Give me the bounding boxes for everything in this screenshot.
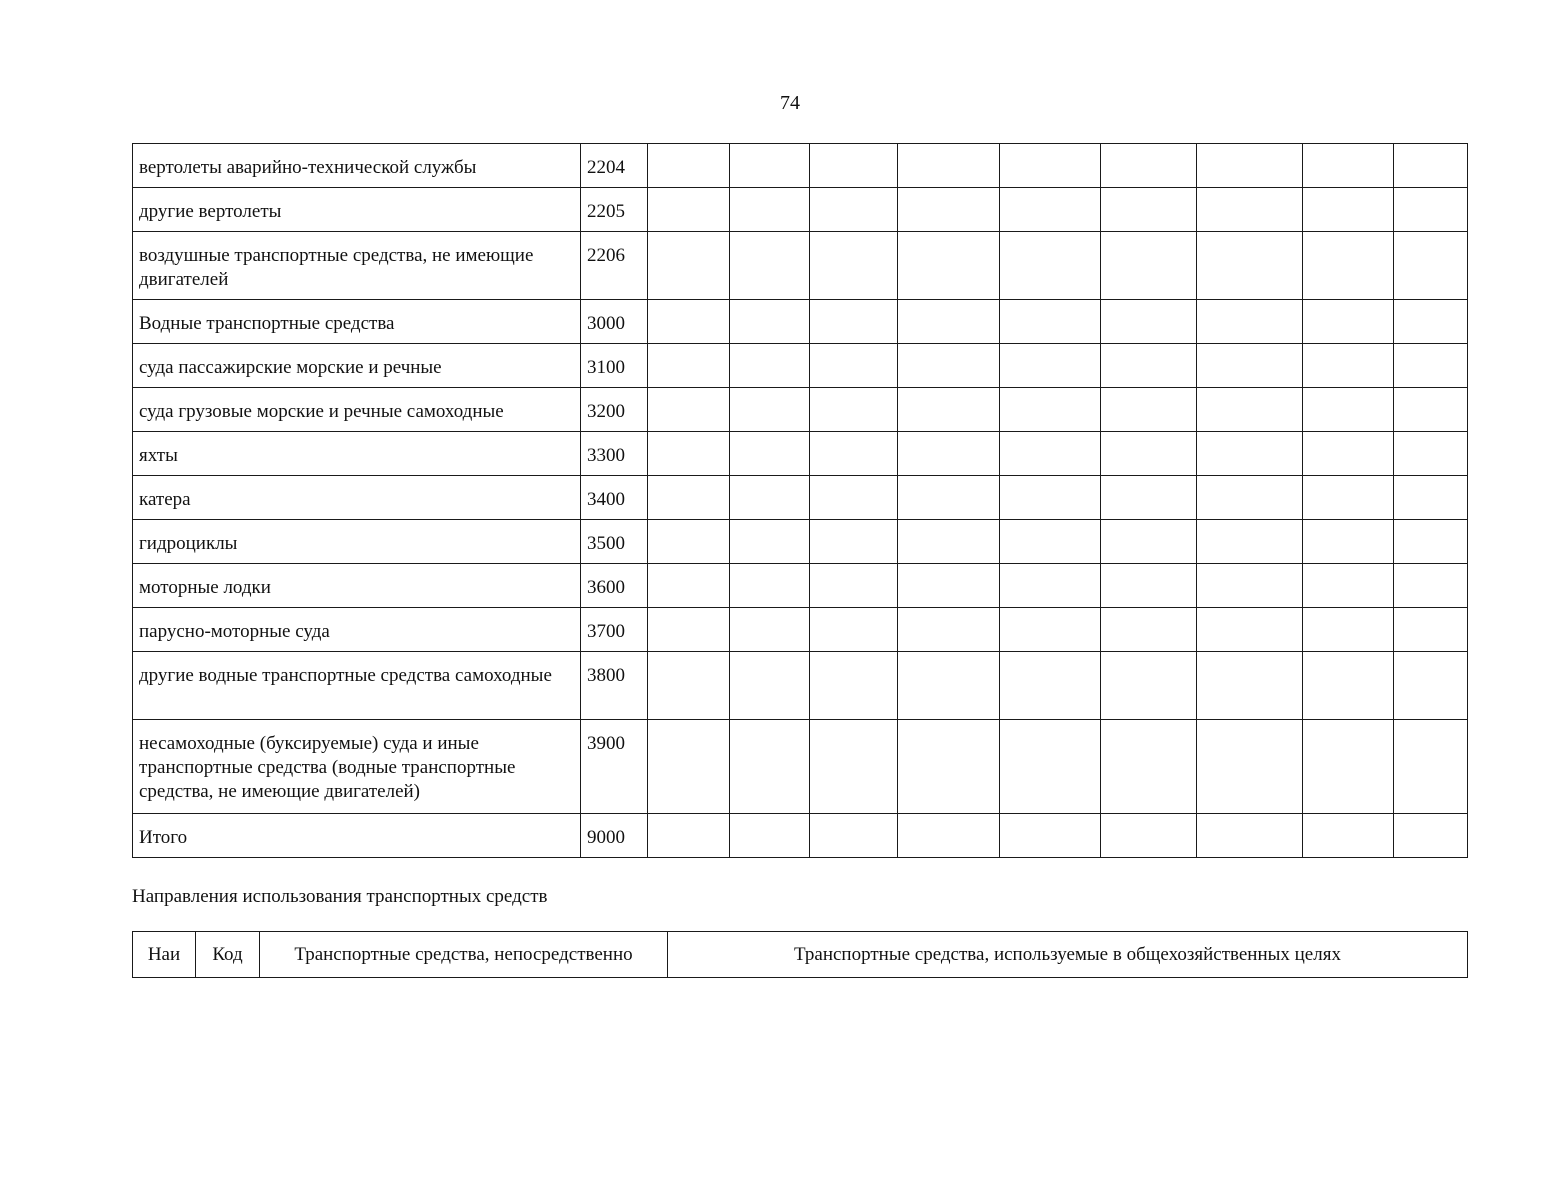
- row-code: 3900: [581, 720, 648, 814]
- table-cell: [1197, 814, 1303, 858]
- table-cell: [1101, 144, 1197, 188]
- table-cell: [1000, 564, 1101, 608]
- table-cell: [648, 608, 730, 652]
- table-row: [133, 608, 1468, 652]
- table-cell: [898, 564, 1000, 608]
- table-cell: [1394, 344, 1468, 388]
- table-cell: [1000, 814, 1101, 858]
- table-cell: [730, 520, 810, 564]
- table-cell: [1394, 814, 1468, 858]
- row-code: 3800: [581, 652, 648, 720]
- table-row: [133, 144, 1468, 188]
- table-cell: [1101, 388, 1197, 432]
- row-name: воздушные транспортные средства, не имеющие двигателей: [133, 232, 581, 300]
- table-cell: [1101, 520, 1197, 564]
- section-title: Направления использования транспортных средств: [132, 886, 548, 907]
- table-cell: [1101, 432, 1197, 476]
- table-cell: [1000, 300, 1101, 344]
- table-cell: [1000, 388, 1101, 432]
- table-cell: [898, 144, 1000, 188]
- table-cell: [1197, 564, 1303, 608]
- table-cell: [1303, 520, 1394, 564]
- table-cell: [1394, 188, 1468, 232]
- row-name: Водные транспортные средства: [133, 300, 581, 344]
- table-cell: [648, 720, 730, 814]
- table-cell: [648, 814, 730, 858]
- row-code: 3100: [581, 344, 648, 388]
- table-row: [133, 720, 1468, 814]
- table-cell: [1303, 814, 1394, 858]
- table-cell: [1394, 720, 1468, 814]
- row-code: 9000: [581, 814, 648, 858]
- table-cell: [730, 476, 810, 520]
- table-cell: [730, 608, 810, 652]
- table-cell: [898, 232, 1000, 300]
- table-cell: [898, 520, 1000, 564]
- column-header: Наи: [133, 932, 196, 978]
- row-code: 2204: [581, 144, 648, 188]
- table-cell: [1303, 144, 1394, 188]
- table-cell: [898, 388, 1000, 432]
- table-cell: [1000, 144, 1101, 188]
- table-cell: [1000, 188, 1101, 232]
- column-header: Транспортные средства, используемые в общехозяйственных целях: [668, 932, 1468, 978]
- row-name: гидроциклы: [133, 520, 581, 564]
- transport-table: [132, 143, 1468, 858]
- table-cell: [898, 720, 1000, 814]
- row-name: другие вертолеты: [133, 188, 581, 232]
- table-cell: [1197, 300, 1303, 344]
- row-code: 2206: [581, 232, 648, 300]
- table-cell: [648, 564, 730, 608]
- table-cell: [1101, 188, 1197, 232]
- table-cell: [1000, 232, 1101, 300]
- table-cell: [1394, 520, 1468, 564]
- table-cell: [1394, 476, 1468, 520]
- table-cell: [898, 608, 1000, 652]
- table-cell: [898, 814, 1000, 858]
- table-cell: [1303, 564, 1394, 608]
- table-cell: [1303, 720, 1394, 814]
- table-cell: [648, 388, 730, 432]
- table-cell: [730, 432, 810, 476]
- table-row: [133, 188, 1468, 232]
- table-cell: [1197, 720, 1303, 814]
- table-cell: [1101, 300, 1197, 344]
- page-number: 74: [780, 92, 800, 114]
- row-name: несамоходные (буксируемые) суда и иные транспортные средства (водные транспортные средства, не имеющие двигателей): [133, 720, 581, 814]
- table-cell: [648, 476, 730, 520]
- table-cell: [1197, 432, 1303, 476]
- table-cell: [1197, 388, 1303, 432]
- row-name: катера: [133, 476, 581, 520]
- table-cell: [810, 144, 898, 188]
- table-cell: [1101, 652, 1197, 720]
- table-cell: [1101, 720, 1197, 814]
- header-row: [133, 932, 1468, 978]
- table-cell: [810, 388, 898, 432]
- table-cell: [898, 300, 1000, 344]
- table-cell: [1197, 188, 1303, 232]
- table-cell: [1000, 720, 1101, 814]
- table-cell: [1394, 432, 1468, 476]
- row-name: другие водные транспортные средства самоходные: [133, 652, 581, 720]
- table-cell: [898, 476, 1000, 520]
- table-cell: [1101, 476, 1197, 520]
- usage-header-table: [132, 931, 1468, 978]
- table-cell: [1000, 432, 1101, 476]
- row-name: Итого: [133, 814, 581, 858]
- table-cell: [1197, 652, 1303, 720]
- table-row: [133, 520, 1468, 564]
- row-name: парусно-моторные суда: [133, 608, 581, 652]
- table-cell: [1000, 344, 1101, 388]
- table-cell: [730, 388, 810, 432]
- table-cell: [1303, 232, 1394, 300]
- table-cell: [1197, 144, 1303, 188]
- row-code: 3300: [581, 432, 648, 476]
- table-cell: [810, 344, 898, 388]
- table-cell: [810, 608, 898, 652]
- row-name: яхты: [133, 432, 581, 476]
- table-cell: [898, 188, 1000, 232]
- table-cell: [810, 300, 898, 344]
- table-cell: [1394, 300, 1468, 344]
- row-name: моторные лодки: [133, 564, 581, 608]
- table-cell: [1394, 652, 1468, 720]
- table-cell: [1303, 608, 1394, 652]
- table-cell: [648, 188, 730, 232]
- row-code: 3200: [581, 388, 648, 432]
- table-cell: [1000, 608, 1101, 652]
- table-row: [133, 476, 1468, 520]
- table-cell: [810, 564, 898, 608]
- table-cell: [1197, 232, 1303, 300]
- table-cell: [1303, 476, 1394, 520]
- table-cell: [1303, 300, 1394, 344]
- row-code: 3400: [581, 476, 648, 520]
- table-cell: [810, 232, 898, 300]
- table-cell: [648, 144, 730, 188]
- table-cell: [1197, 608, 1303, 652]
- table-cell: [730, 144, 810, 188]
- row-name: суда грузовые морские и речные самоходные: [133, 388, 581, 432]
- table-cell: [1000, 652, 1101, 720]
- table-row: [133, 432, 1468, 476]
- table-cell: [648, 432, 730, 476]
- table-cell: [730, 652, 810, 720]
- table-cell: [810, 432, 898, 476]
- table-cell: [648, 232, 730, 300]
- table-cell: [1101, 608, 1197, 652]
- table-cell: [1303, 388, 1394, 432]
- table-cell: [1394, 232, 1468, 300]
- table-cell: [648, 344, 730, 388]
- table-cell: [898, 652, 1000, 720]
- table-cell: [1101, 344, 1197, 388]
- table-cell: [648, 520, 730, 564]
- table-cell: [1101, 564, 1197, 608]
- table-cell: [1303, 188, 1394, 232]
- table-row: [133, 652, 1468, 720]
- table-cell: [730, 232, 810, 300]
- row-name: суда пассажирские морские и речные: [133, 344, 581, 388]
- table-cell: [1197, 344, 1303, 388]
- table-cell: [810, 652, 898, 720]
- table-cell: [898, 432, 1000, 476]
- table-row-total: [133, 814, 1468, 858]
- table-cell: [730, 814, 810, 858]
- table-cell: [1394, 144, 1468, 188]
- table-cell: [810, 720, 898, 814]
- table-row: [133, 344, 1468, 388]
- table-row: [133, 232, 1468, 300]
- table-row: [133, 300, 1468, 344]
- table-cell: [898, 344, 1000, 388]
- table-cell: [730, 720, 810, 814]
- table-cell: [1197, 476, 1303, 520]
- table-cell: [1303, 344, 1394, 388]
- row-code: 2205: [581, 188, 648, 232]
- column-header: Код: [196, 932, 260, 978]
- row-name: вертолеты аварийно-технической службы: [133, 144, 581, 188]
- table-cell: [1101, 814, 1197, 858]
- table-cell: [810, 520, 898, 564]
- column-header: Транспортные средства, непосредственно: [260, 932, 668, 978]
- row-code: 3600: [581, 564, 648, 608]
- row-code: 3000: [581, 300, 648, 344]
- table-cell: [1394, 388, 1468, 432]
- table-cell: [1303, 432, 1394, 476]
- table-cell: [810, 814, 898, 858]
- table-cell: [730, 564, 810, 608]
- row-code: 3700: [581, 608, 648, 652]
- table-cell: [648, 300, 730, 344]
- table-cell: [1101, 232, 1197, 300]
- table-cell: [1197, 520, 1303, 564]
- table-cell: [1303, 652, 1394, 720]
- table-cell: [730, 344, 810, 388]
- table-cell: [810, 476, 898, 520]
- table-cell: [1000, 520, 1101, 564]
- table-cell: [730, 188, 810, 232]
- table-cell: [648, 652, 730, 720]
- table-cell: [1000, 476, 1101, 520]
- table-cell: [1394, 564, 1468, 608]
- table-row: [133, 564, 1468, 608]
- table-cell: [1394, 608, 1468, 652]
- table-cell: [810, 188, 898, 232]
- table-row: [133, 388, 1468, 432]
- table-cell: [730, 300, 810, 344]
- row-code: 3500: [581, 520, 648, 564]
